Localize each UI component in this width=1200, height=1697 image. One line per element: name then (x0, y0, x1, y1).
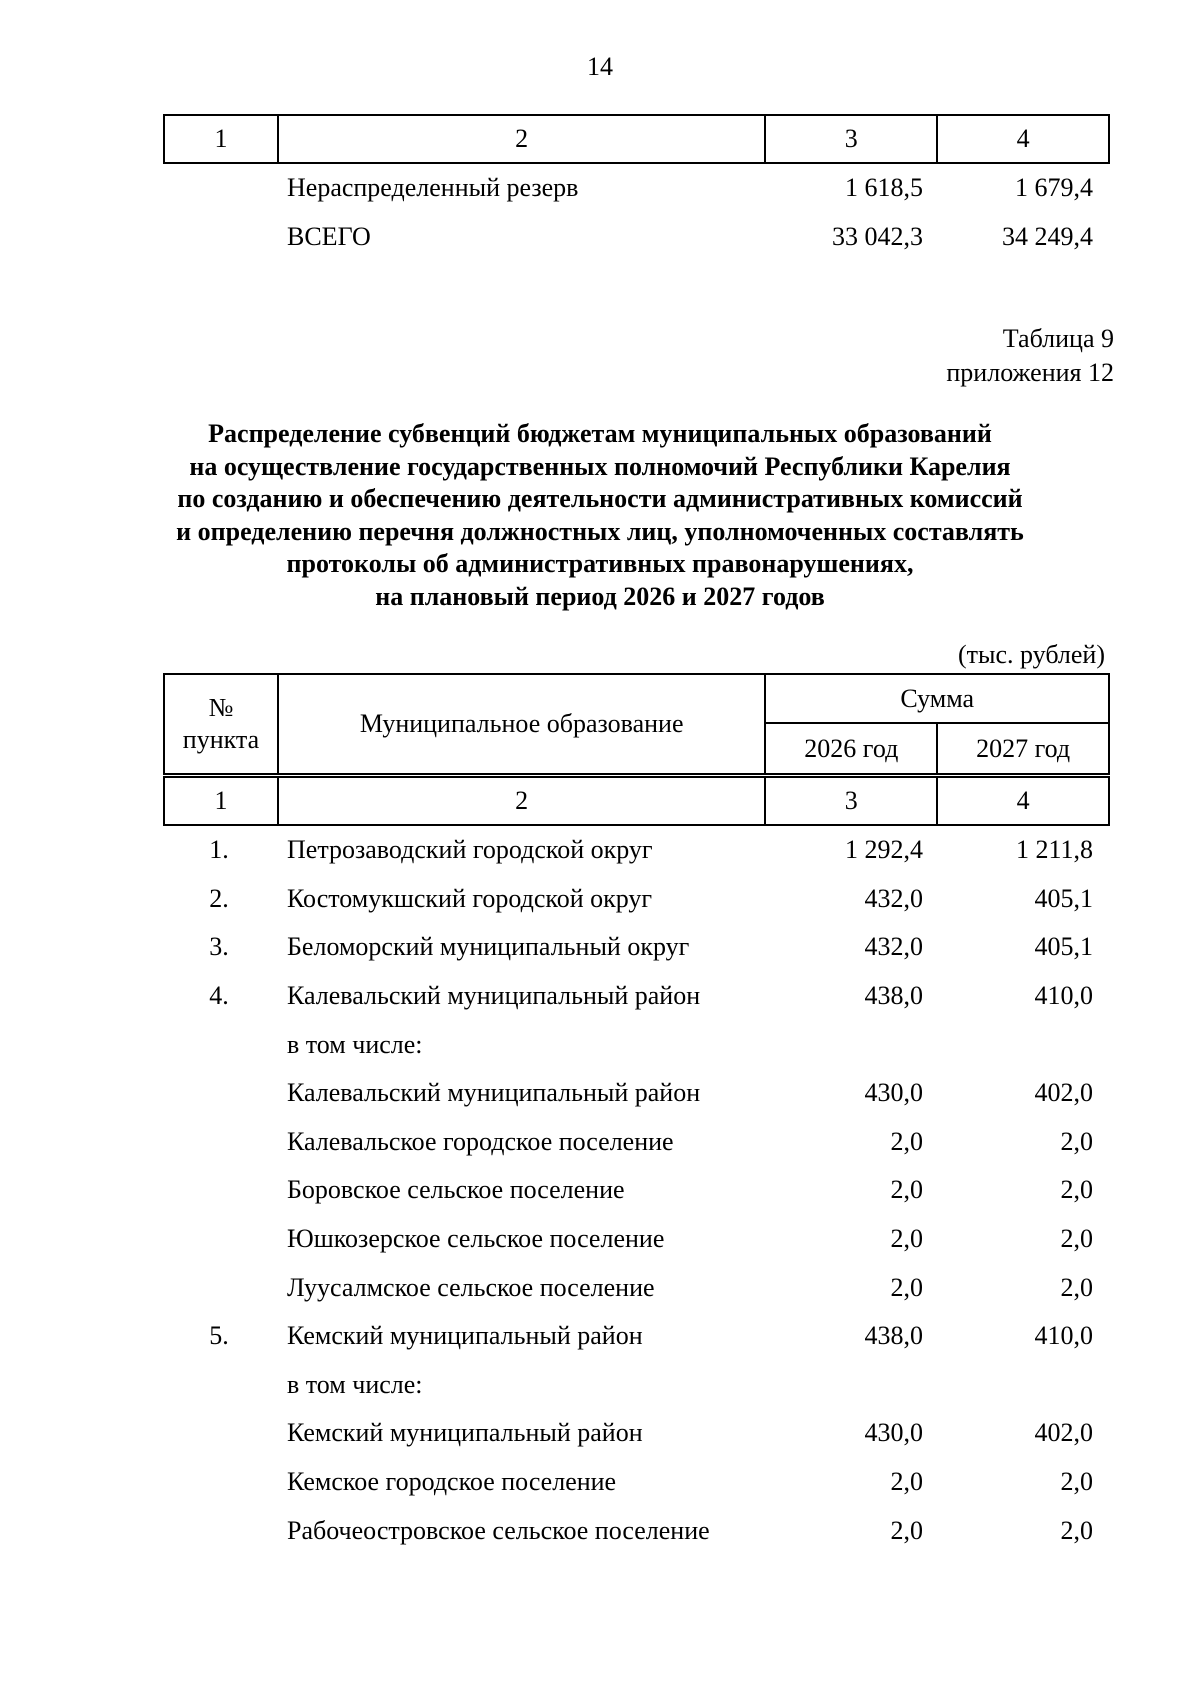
document-title (0, 418, 1200, 613)
row-name: в том числе: (287, 1369, 423, 1399)
row-value-2026: 432,0 (864, 932, 923, 962)
table-row (163, 1263, 1110, 1312)
top-table-body (163, 164, 1110, 261)
row-value-2026: 2,0 (890, 1467, 923, 1497)
table-label (946, 322, 1114, 390)
row-name: Юшкозерское сельское поселение (287, 1224, 665, 1254)
row-name: Калевальское городское поселение (287, 1126, 674, 1156)
row-value-2027: 410,0 (1034, 1321, 1093, 1351)
row-number: 4. (209, 981, 229, 1011)
row-value-2026: 1 292,4 (845, 835, 923, 865)
table-row (163, 1069, 1110, 1118)
row-name: Рабочеостровское сельское поселение (287, 1515, 710, 1545)
header-sum-cell: Сумма (765, 674, 1109, 723)
row-name: Петрозаводский городской округ (287, 835, 653, 865)
row-value-2026: 430,0 (864, 1078, 923, 1108)
row-number: 1. (209, 835, 229, 865)
table-row (163, 1215, 1110, 1264)
units-label: (тыс. рублей) (957, 640, 1105, 669)
title-line: по созданию и обеспечению деятельности административных комиссий (177, 484, 1023, 513)
row-number: 2. (209, 883, 229, 913)
row-value-2026: 2,0 (890, 1224, 923, 1254)
row-name: Беломорский муниципальный округ (287, 932, 690, 962)
col-number-4: 4 (937, 115, 1109, 163)
row-value-2027: 405,1 (1034, 932, 1093, 962)
row-value-2026: 438,0 (864, 981, 923, 1011)
row-value-2027: 2,0 (1060, 1515, 1093, 1545)
row-number: 3. (209, 932, 229, 962)
row-name: Луусалмское сельское поселение (287, 1272, 655, 1302)
row-name: в том числе: (287, 1029, 423, 1059)
row-value-2026: 2,0 (890, 1272, 923, 1302)
header-num-cell (164, 674, 278, 774)
table-row (163, 1166, 1110, 1215)
title-line: на плановый период 2026 и 2027 годов (375, 581, 825, 611)
row-value-2026: 430,0 (864, 1418, 923, 1448)
table-row (163, 1458, 1110, 1507)
row-name: Нераспределенный резерв (287, 173, 579, 203)
page-number: 14 (587, 52, 613, 81)
col-number-1: 1 (164, 115, 278, 163)
table-row (163, 1409, 1110, 1458)
row-value-2026: 438,0 (864, 1321, 923, 1351)
row-value-2027: 34 249,4 (1002, 221, 1093, 251)
header-name-cell: Муниципальное образование (278, 674, 765, 774)
row-value-2026: 1 618,5 (845, 173, 923, 203)
table-row (163, 972, 1110, 1021)
row-value-2026: 2,0 (890, 1175, 923, 1205)
row-value-2027: 1 211,8 (1015, 835, 1093, 865)
main-table-header (163, 673, 1110, 775)
header-num-word: пункта (182, 725, 260, 754)
col-number-2: 2 (278, 777, 765, 825)
title-line: Распределение субвенций бюджетам муниципальных образований (208, 419, 992, 448)
table-label-line1: Таблица 9 (1002, 324, 1114, 353)
title-line: протоколы об административных правонарушениях, (286, 549, 914, 578)
row-value-2027: 402,0 (1034, 1078, 1093, 1108)
row-value-2027: 2,0 (1060, 1272, 1093, 1302)
header-year-2027: 2027 год (937, 723, 1109, 774)
row-name: Кемский муниципальный район (287, 1321, 643, 1351)
title-line: и определению перечня должностных лиц, уполномоченных составлять (176, 516, 1024, 546)
main-table-body (163, 826, 1110, 1555)
row-value-2027: 410,0 (1034, 981, 1093, 1011)
table-row (163, 1312, 1110, 1361)
table-row (163, 826, 1110, 875)
row-name: Кемский муниципальный район (287, 1418, 643, 1448)
row-value-2027: 1 679,4 (1015, 173, 1093, 203)
row-value-2027: 2,0 (1060, 1224, 1093, 1254)
row-value-2026: 2,0 (890, 1515, 923, 1545)
row-value-2027: 2,0 (1060, 1126, 1093, 1156)
table-row (163, 164, 1110, 213)
row-name: Костомукшский городской округ (287, 883, 653, 913)
table-row (163, 1506, 1110, 1555)
row-value-2026: 2,0 (890, 1126, 923, 1156)
table-row (163, 875, 1110, 924)
table-row (163, 923, 1110, 972)
header-year-2026: 2026 год (765, 723, 937, 774)
row-value-2027: 405,1 (1034, 883, 1093, 913)
table-row (163, 1020, 1110, 1069)
row-value-2026: 432,0 (864, 883, 923, 913)
row-value-2027: 2,0 (1060, 1467, 1093, 1497)
table-row (163, 1361, 1110, 1410)
col-number-3: 3 (765, 115, 937, 163)
row-name: Боровское сельское поселение (287, 1175, 625, 1205)
col-number-2: 2 (278, 115, 765, 163)
main-table-col-numbers (163, 776, 1110, 826)
col-number-4: 4 (937, 777, 1109, 825)
row-name: Кемское городское поселение (287, 1467, 617, 1497)
col-number-1: 1 (164, 777, 278, 825)
row-number: 5. (209, 1321, 229, 1351)
header-num-symbol: № (208, 693, 234, 722)
col-number-3: 3 (765, 777, 937, 825)
row-value-2027: 2,0 (1060, 1175, 1093, 1205)
row-name: Калевальский муниципальный район (287, 981, 701, 1011)
top-table-header (163, 114, 1110, 164)
row-value-2027: 402,0 (1034, 1418, 1093, 1448)
table-row (163, 213, 1110, 262)
row-value-2026: 33 042,3 (832, 221, 923, 251)
row-name: Калевальский муниципальный район (287, 1078, 701, 1108)
table-label-line2: приложения 12 (946, 358, 1114, 387)
title-line: на осуществление государственных полномочий Республики Карелия (189, 451, 1011, 481)
table-row (163, 1118, 1110, 1167)
row-name: ВСЕГО (287, 221, 371, 251)
